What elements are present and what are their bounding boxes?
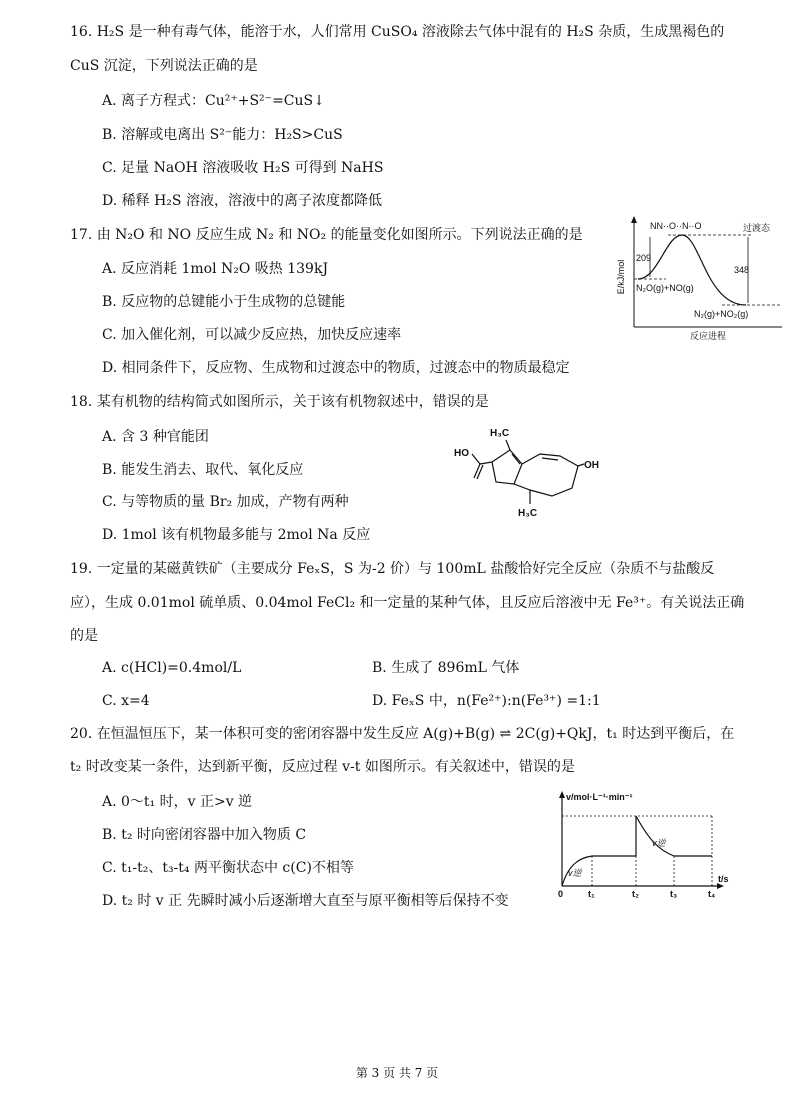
- x-axis-label: 反应进程: [689, 331, 727, 341]
- q17-stem: 17. 由 N₂O 和 NO 反应生成 N₂ 和 NO₂ 的能量变化如图所示。下列说法正确的是: [70, 227, 583, 243]
- products-label: N₂(g)+NO₂(g): [694, 309, 749, 319]
- q20-stem-line2: t₂ 时改变某一条件，达到新平衡，反应过程 v-t 如图所示。有关叙述中，错误的是: [70, 759, 575, 775]
- y-axis-label: v/mol·L⁻¹·min⁻¹: [566, 792, 633, 802]
- ts-species: NN··O··N··O: [650, 221, 702, 231]
- methyl-top-label: H₃C: [490, 428, 510, 439]
- tick-t4: t₄: [708, 889, 716, 899]
- q20-option-a: A. 0～t₁ 时，v 正>v 逆: [102, 794, 253, 810]
- transition-label: 过渡态: [742, 223, 770, 233]
- chemical-structure: [450, 420, 610, 520]
- q18-option-c: C. 与等物质的量 Br₂ 加成，产物有两种: [102, 494, 349, 510]
- q19-stem-line2: 应），生成 0.01mol 硫单质、0.04mol FeCl₂ 和一定量的某种气体，且反应后溶液中无 Fe³⁺。有关说法正确: [70, 595, 745, 611]
- vt-diagram: [552, 790, 732, 900]
- tick-t3: t₃: [670, 889, 678, 899]
- tick-t1: t₁: [588, 889, 595, 899]
- q16-option-b: B. 溶解或电离出 S²⁻能力：H₂S>CuS: [102, 127, 343, 143]
- tick-0: 0: [558, 889, 564, 899]
- v-reverse-label-1: v逆: [568, 868, 582, 878]
- y-axis-label: E/kJ/mol: [616, 259, 626, 295]
- methyl-bottom-label: H₃C: [518, 508, 538, 519]
- reactants-label: N₂O(g)+NO(g): [636, 283, 694, 293]
- y-axis-arrow: [559, 791, 565, 798]
- q16-stem-line1: 16. H₂S 是一种有毒气体，能溶于水，人们常用 CuSO₄ 溶液除去气体中混有的 H₂S 杂质，生成黑褐色的: [70, 24, 725, 40]
- q19-option-b: B. 生成了 896mL 气体: [372, 660, 520, 676]
- q19-option-c: C. x=4: [102, 693, 150, 709]
- q16-option-a: A. 离子方程式：Cu²⁺+S²⁻=CuS↓: [102, 93, 325, 109]
- q20-stem-line1: 20. 在恒温恒压下，某一体积可变的密闭容器中发生反应 A(g)+B(g) ⇌ 2C(g)+QkJ，t₁ 时达到平衡后，在: [70, 726, 735, 742]
- q19-option-a: A. c(HCl)=0.4mol/L: [102, 660, 242, 676]
- q20-option-b: B. t₂ 时向密闭容器中加入物质 C: [102, 827, 307, 843]
- energy-curve: [638, 235, 746, 305]
- q16-option-d: D. 稀释 H₂S 溶液，溶液中的离子浓度都降低: [102, 193, 382, 209]
- q19-stem-line1: 19. 一定量的某磁黄铁矿（主要成分 FeₓS，S 为-2 价）与 100mL 盐酸恰好完全反应（杂质不与盐酸反: [70, 561, 715, 577]
- q17-option-b: B. 反应物的总键能小于生成物的总键能: [102, 294, 346, 310]
- acid-label: HO: [454, 448, 469, 459]
- q16-stem-line2: CuS 沉淀，下列说法正确的是: [70, 58, 258, 74]
- v-reverse-curve-2: [636, 816, 674, 856]
- x-axis-label: t/s: [718, 874, 729, 884]
- energy-diagram: [610, 215, 790, 345]
- q16-option-c: C. 足量 NaOH 溶液吸收 H₂S 可得到 NaHS: [102, 160, 384, 176]
- value-209: 209: [636, 253, 652, 263]
- q20-option-d: D. t₂ 时 v 正 先瞬时减小后逐渐增大直至与原平衡相等后保持不变: [102, 893, 509, 909]
- hydroxyl-label: OH: [584, 460, 599, 471]
- q19-stem-line3: 的是: [70, 628, 98, 644]
- y-axis-arrow: [631, 216, 637, 223]
- tick-t2: t₂: [632, 889, 639, 899]
- v-reverse-label-2: v逆: [652, 838, 666, 848]
- q17-option-d: D. 相同条件下，反应物、生成物和过渡态中的物质，过渡态中的物质最稳定: [102, 360, 570, 376]
- value-348: 348: [734, 265, 750, 275]
- q17-option-a: A. 反应消耗 1mol N₂O 吸热 139kJ: [102, 261, 329, 277]
- q20-option-c: C. t₁-t₂、t₃-t₄ 两平衡状态中 c(C)不相等: [102, 860, 354, 876]
- q17-option-c: C. 加入催化剂，可以减少反应热，加快反应速率: [102, 327, 402, 343]
- q18-stem: 18. 某有机物的结构简式如图所示，关于该有机物叙述中，错误的是: [70, 394, 489, 410]
- page-footer: 第 3 页 共 7 页: [355, 1066, 439, 1080]
- q18-option-b: B. 能发生消去、取代、氧化反应: [102, 462, 304, 478]
- q19-option-d: D. FeₓS 中，n(Fe²⁺):n(Fe³⁺) =1:1: [372, 693, 601, 709]
- q18-option-d: D. 1mol 该有机物最多能与 2mol Na 反应: [102, 527, 371, 543]
- q18-option-a: A. 含 3 种官能团: [102, 429, 209, 445]
